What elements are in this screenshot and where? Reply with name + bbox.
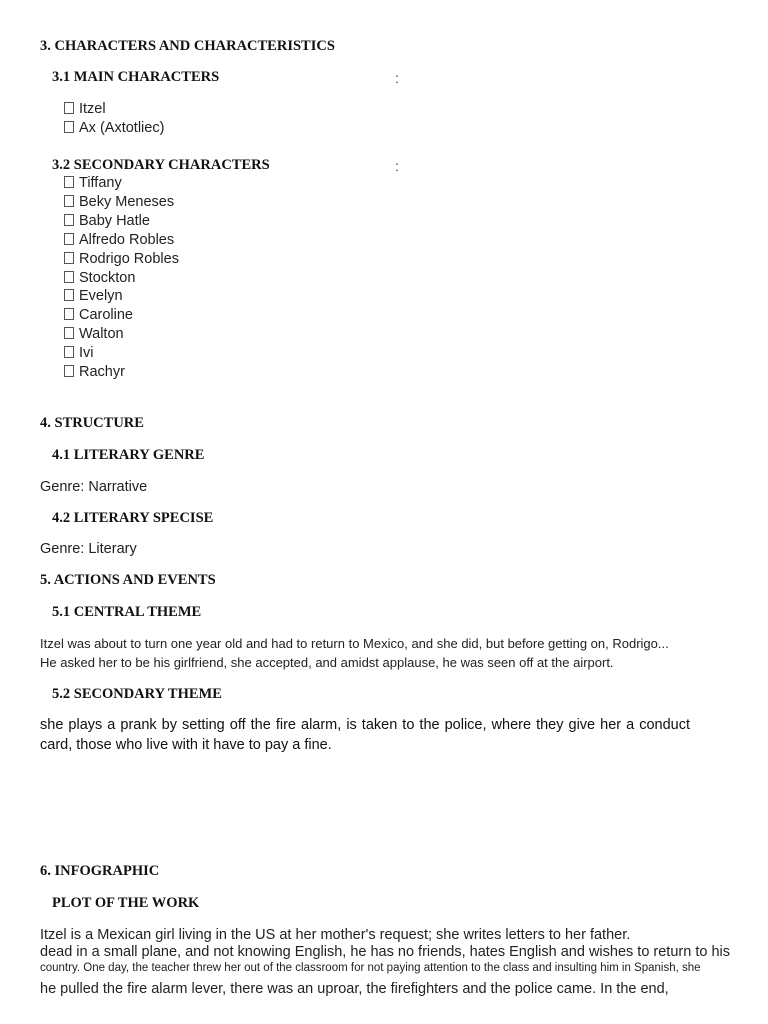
checkbox-bullet-icon xyxy=(64,214,74,226)
section-6-heading: 6. INFOGRAPHIC xyxy=(40,863,160,879)
plot-line-3: country. One day, the teacher threw her out of the classroom for not paying attention to the class and insulting him in Spanish, she xyxy=(40,962,701,974)
literary-species-heading: 4.2 LITERARY SPECISE xyxy=(52,510,214,526)
secondary-theme-text: she plays a prank by setting off the fire alarm, is taken to the police, where they give her a conduct card, those who live with it have to pay a fine. xyxy=(40,717,690,753)
checkbox-bullet-icon xyxy=(64,271,74,283)
checkbox-bullet-icon xyxy=(64,327,74,339)
list-item: Rodrigo Robles xyxy=(64,250,179,269)
list-item: Rachyr xyxy=(64,363,179,382)
list-item: Evelyn xyxy=(64,287,179,306)
checkbox-bullet-icon xyxy=(64,233,74,245)
secondary-theme-heading: 5.2 SECONDARY THEME xyxy=(52,686,222,702)
plot-heading: PLOT OF THE WORK xyxy=(52,895,200,911)
list-item: Ax (Axtotliec) xyxy=(64,119,164,138)
section-4-heading: 4. STRUCTURE xyxy=(40,415,144,431)
checkbox-bullet-icon xyxy=(64,121,74,133)
checkbox-bullet-icon xyxy=(64,365,74,377)
main-characters-list xyxy=(64,100,164,138)
list-item: Alfredo Robles xyxy=(64,231,179,250)
secondary-characters-heading: 3.2 SECONDARY CHARACTERS xyxy=(52,157,270,173)
list-item: Itzel xyxy=(64,100,164,119)
checkbox-bullet-icon xyxy=(64,346,74,358)
list-item: Tiffany xyxy=(64,174,179,193)
list-item: Beky Meneses xyxy=(64,193,179,212)
checkbox-bullet-icon xyxy=(64,102,74,114)
section-3-heading: 3. CHARACTERS AND CHARACTERISTICS xyxy=(40,38,335,54)
secondary-characters-list xyxy=(64,174,179,382)
plot-line-1: Itzel is a Mexican girl living in the US at her mother's request; she writes letters to her father. xyxy=(40,927,631,943)
plot-line-2: dead in a small plane, and not knowing English, he has no friends, hates English and wishes to return to his xyxy=(40,944,730,960)
list-item: Stockton xyxy=(64,269,179,288)
checkbox-bullet-icon xyxy=(64,195,74,207)
list-item: Baby Hatle xyxy=(64,212,179,231)
list-item: Caroline xyxy=(64,306,179,325)
literary-genre-text: Genre: Narrative xyxy=(40,479,148,495)
literary-genre-heading: 4.1 LITERARY GENRE xyxy=(52,447,205,463)
central-theme-line-2: He asked her to be his girlfriend, she accepted, and amidst applause, he was seen off at the airport. xyxy=(40,655,614,670)
central-theme-line-1: Itzel was about to turn one year old and had to return to Mexico, and she did, but before getting on, Rodrigo... xyxy=(40,636,669,651)
main-characters-heading: 3.1 MAIN CHARACTERS xyxy=(52,69,220,85)
checkbox-bullet-icon xyxy=(64,176,74,188)
list-item: Ivi xyxy=(64,344,179,363)
literary-species-text: Genre: Literary xyxy=(40,541,137,557)
list-item: Walton xyxy=(64,325,179,344)
checkbox-bullet-icon xyxy=(64,252,74,264)
checkbox-bullet-icon xyxy=(64,308,74,320)
central-theme-heading: 5.1 CENTRAL THEME xyxy=(52,604,202,620)
secondary-characters-colon: : xyxy=(395,158,399,174)
checkbox-bullet-icon xyxy=(64,289,74,301)
main-characters-colon: : xyxy=(395,70,399,86)
section-5-heading: 5. ACTIONS AND EVENTS xyxy=(40,572,216,588)
plot-line-4: he pulled the fire alarm lever, there was an uproar, the firefighters and the police came. In the end, xyxy=(40,981,669,997)
